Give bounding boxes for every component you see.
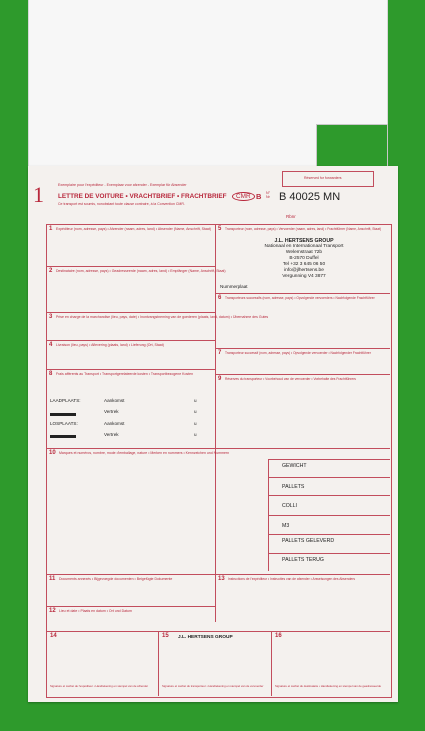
carrier-name: J.L. HERTSENS GROUP: [274, 238, 334, 244]
box-1-label: Expéditeur (nom, adresse, pays) • Afzender (naam, adres, land) • Absender (Name, Anschrift, Staat): [56, 227, 211, 231]
box-10-number: 10: [49, 450, 56, 456]
box-5-label: Transporteur (nom, adresse, pays) • Vervoerder (naam, adres, land) • Frachtführer (Name, Anschrift, Staat): [225, 227, 382, 231]
box-10-label: Marques et numéros, nombre, mode d'emballage, nature • Merken en nummers • Kennzeichen und Nummern: [59, 451, 230, 455]
box-13-label: Instructions de l'expéditeur • Instructies van de afzender • Anweisungen des Absenders: [228, 577, 356, 581]
laad-vertrek-unit: u: [194, 409, 197, 414]
carrier-stamp: [218, 238, 390, 280]
box-3-label: Prise en charge de la marchandise (lieu, pays, date) • Inontvangstneming van de goederen (plaats, land, datum) • Übernahme des Gutes: [56, 315, 269, 319]
box-5-number: 5: [218, 226, 222, 232]
cmr-consignment-note: [28, 166, 398, 702]
number-label: N° Nr: [266, 191, 271, 199]
box-11-number: 11: [49, 576, 56, 582]
box-8-label: Frais afférents au Transport • Transportgerelateerde kosten • Transportbezogene Kosten: [56, 372, 194, 376]
carrier-street: Welemstraat 72b: [285, 250, 323, 255]
los-vertrek-unit: u: [194, 432, 197, 437]
box-3-number: 3: [49, 314, 53, 320]
box-14-number: 14: [50, 633, 57, 639]
box-16-number: 16: [275, 633, 282, 639]
summary-colli: COLLI: [268, 495, 390, 515]
box-4-number: 4: [49, 342, 53, 348]
laad-aankomst-label: Aankomst: [104, 398, 125, 403]
box-8-number: 8: [49, 371, 53, 377]
signature-note-16: Signature et cachet du destinataire • Handtekening en stempel van de geadresseerde: [275, 684, 382, 688]
box-15-number: 15: [162, 633, 169, 639]
summary-m3: M3: [268, 515, 390, 534]
box-7-label: Transporteur successif (nom, adresse, pays) • Opvolgende vervoerder • Nachfolgender Frachtführer: [225, 351, 371, 355]
plate-label: Nummerplaat: [220, 284, 248, 289]
box-15-stamp: J.L. HERTSENS GROUP: [178, 635, 233, 640]
stamp-text: Réserved for forwarders: [304, 176, 342, 180]
box-12-label: Lieu et date • Plaats en datum • Ort und Datum: [59, 609, 132, 613]
carrier-license: Vergunning V4 3877: [282, 274, 326, 279]
cmr-badge: CMR: [232, 192, 255, 201]
signature-note-14: Signature et cachet de l'expéditeur • Handtekening en stempel van de afzender: [50, 684, 149, 688]
consignment-number: B 40025 MN: [279, 191, 341, 203]
rbnr-label: Rbnr: [286, 214, 296, 219]
carrier-email: info@jlhertsens.be: [284, 268, 324, 273]
box-7-number: 7: [218, 350, 222, 356]
box-1-number: 1: [49, 226, 53, 232]
convention-text: Ce transport est soumis, nonobstant toute clause contraire, à la Convention CMR.: [58, 202, 185, 206]
losplaats-label: LOSPLAATS:: [50, 421, 78, 426]
los-aankomst-label: Aankomst: [104, 421, 125, 426]
document-title: LETTRE DE VOITURE • VRACHTBRIEF • FRACHTBRIEF: [58, 193, 227, 200]
box-13-number: 13: [218, 576, 225, 582]
summary-pallets-geleverd: PALLETS GELEVERD: [268, 534, 390, 553]
summary-pallets: PALLETS: [268, 477, 390, 495]
summary-pallets-terug: PALLETS TERUG: [268, 553, 390, 571]
laad-aankomst-unit: u: [194, 398, 197, 403]
los-aankomst-unit: u: [194, 421, 197, 426]
box-6-number: 6: [218, 295, 222, 301]
laad-vertrek-label: Vertrek: [104, 409, 119, 414]
country-code: B: [256, 192, 262, 201]
box-12-number: 12: [49, 608, 56, 614]
cover-sheet: [28, 0, 388, 175]
copy-label: Exemplaire pour l'expéditeur - Exemplaar voor afzender - Exemplar für Absender: [58, 183, 187, 187]
cover-window-cutout: [316, 124, 388, 172]
box-6-label: Transporteurs successifs (nom, adresse, pays) • Opvolgende vervoerders • Nachfolgende Frachtführer: [225, 296, 375, 300]
box-2-number: 2: [49, 268, 53, 274]
big-copy-number: 1: [33, 182, 44, 207]
box-9-number: 9: [218, 376, 222, 382]
laadplaats-label: LAADPLAATS:: [50, 398, 81, 403]
signature-note-15: Signature et cachet du transporteur • Handtekening en stempel van de vervoerder: [162, 684, 264, 688]
box-4-label: Livraison (lieu, pays) • Aflevering (plaats, land) • Lieferung (Ort, Staat): [56, 343, 164, 347]
box-11-label: Documents annexés • Bijgevoegde documenten • Beigefügte Dokumente: [59, 577, 173, 581]
box-9-label: Réserves du transporteur • Voorbehoud van de vervoerder • Vorbehalte des Frachtführers: [225, 377, 356, 381]
carrier-city: B-2570 Duffel: [289, 256, 319, 261]
summary-gewicht: GEWICHT: [268, 459, 390, 477]
box-2-label: Destinataire (nom, adresse, pays) • Geadresseerde (naam, adres, land) • Empfänger (Name, Anschrift, Staat): [56, 269, 226, 273]
los-vertrek-label: Vertrek: [104, 432, 119, 437]
carrier-tel: Tel +32 3 645 06 50: [282, 262, 326, 267]
carrier-line1: Nationaal en Internationaal Transport: [264, 244, 344, 249]
